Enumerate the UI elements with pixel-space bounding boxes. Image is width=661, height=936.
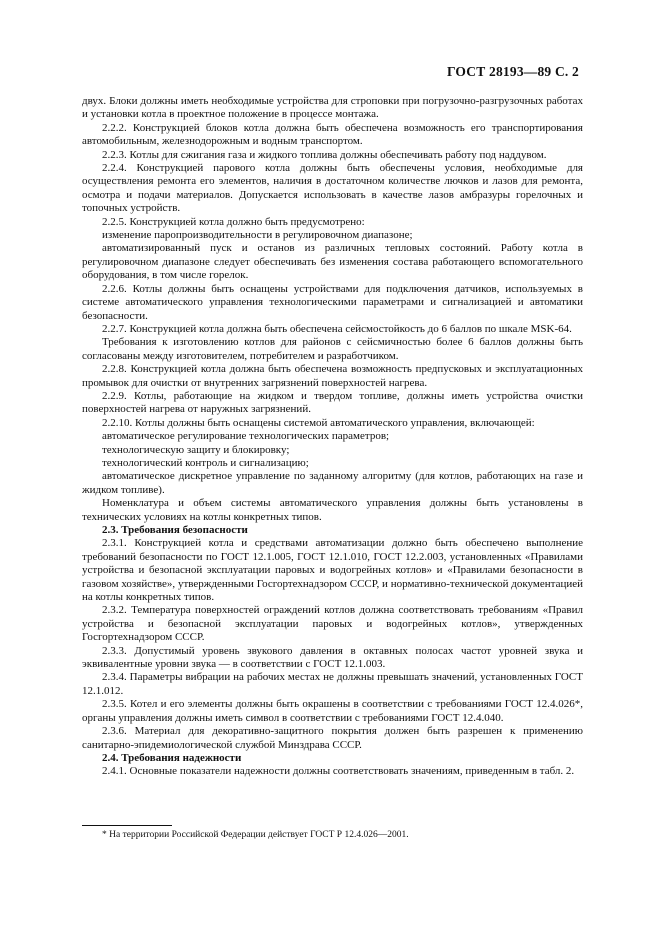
paragraph: 2.3.1. Конструкцией котла и средствами автоматизации должно быть обеспечено выполнение требований безопасности по ГОСТ 12.1.005, ГОСТ 12.1.010, ГОСТ 12.2.003, установленных «Правилами устройства и безопасной эксплуатации паровых и водогрейных котлов» и «Правилами безопасности в газовом хозяйстве», утвержденными Госгортехнадзором СССР, и нормативно-технической документацией на котлы конкретных типов.	[82, 537, 583, 604]
document-body	[82, 95, 583, 779]
paragraph: автоматизированный пуск и останов из различных тепловых состояний. Работу котла в регулировочном диапазоне следует обеспечивать без изменения состава работающего вспомогательного оборудования, в том числе горелок.	[82, 242, 583, 282]
paragraph: технологическую защиту и блокировку;	[102, 443, 290, 456]
paragraph: технологический контроль и сигнализацию;	[102, 456, 309, 469]
paragraph: 2.2.2. Конструкцией блоков котла должна быть обеспечена возможность его транспортирования автомобильным, железнодорожным и водным транспортом.	[82, 121, 583, 148]
footnote-divider	[82, 825, 172, 826]
paragraph: 2.3.3. Допустимый уровень звукового давления в октавных полосах частот уровней звука и эквивалентные уровни звука — в соответствии с ГОСТ 12.1.003.	[82, 644, 583, 671]
paragraph: 2.2.9. Котлы, работающие на жидком и твердом топливе, должны иметь устройства очистки поверхностей нагрева от наружных загрязнений.	[82, 389, 583, 416]
paragraph: Требования к изготовлению котлов для районов с сейсмичностью более 6 баллов должны быть согласованы между изготовителем, потребителем и разработчиком.	[82, 336, 583, 362]
section-heading: 2.4. Требования надежности	[102, 751, 242, 764]
page-header: ГОСТ 28193—89 С. 2	[446, 64, 579, 79]
paragraph: автоматическое дискретное управление по заданному алгоритму (для котлов, работающих на газе и жидком топливе).	[82, 470, 583, 496]
paragraph: 2.3.2. Температура поверхностей ограждений котлов должна соответствовать требованиям «Правил устройства и безопасной эксплуатации паровых и водогрейных котлов», утвержденных Госгортехнадзором СССР.	[82, 604, 583, 644]
paragraph: 2.2.3. Котлы для сжигания газа и жидкого топлива должны обеспечивать работу под наддувом.	[102, 148, 547, 161]
paragraph: автоматическое регулирование технологических параметров;	[102, 430, 390, 443]
paragraph: 2.3.6. Материал для декоративно-защитного покрытия должен быть разрешен к применению санитарно-эпидемиологической службой Минздрава СССР.	[82, 725, 583, 751]
paragraph: 2.2.10. Котлы должны быть оснащены системой автоматического управления, включающей:	[102, 416, 535, 429]
paragraph: двух. Блоки должны иметь необходимые устройства для строповки при погрузочно-разгрузочных работах и установки котла в проектное положение в процессе монтажа.	[82, 95, 583, 121]
paragraph: 2.2.6. Котлы должны быть оснащены устройствами для подключения датчиков, используемых в системе автоматического управления технологическими параметрами и сигнализацией и автоматики безопасности.	[82, 282, 583, 322]
paragraph: Номенклатура и объем системы автоматического управления должны быть установлены в технических условиях на котлы конкретных типов.	[82, 497, 583, 523]
paragraph: 2.2.8. Конструкцией котла должна быть обеспечена возможность предпусковых и эксплуатационных промывок для очистки от внутренних загрязнений поверхностей нагрева.	[82, 363, 583, 389]
paragraph: 2.3.5. Котел и его элементы должны быть окрашены в соответствии с требованиями ГОСТ 12.4.026*, органы управления должны иметь символ в соответствии с требованиями ГОСТ 12.4.040.	[82, 698, 583, 724]
paragraph: изменение паропроизводительности в регулировочном диапазоне;	[102, 229, 413, 242]
paragraph: 2.2.7. Конструкцией котла должна быть обеспечена сейсмостойкость до 6 баллов по шкале MSK-64.	[102, 322, 572, 335]
paragraph: 2.4.1. Основные показатели надежности должны соответствовать значениям, приведенным в табл. 2.	[102, 765, 575, 778]
paragraph: 2.3.4. Параметры вибрации на рабочих местах не должны превышать значений, установленных ГОСТ 12.1.012.	[82, 671, 583, 697]
paragraph: 2.2.4. Конструкцией парового котла должны быть обеспечены условия, необходимые для осуществления ремонта его элементов, наличия в достаточном количестве лючков и лазов для ремонта, осмотра и подачи материалов. Допускается использовать в качестве лазов амбразуры горелочных и топочных устройств.	[82, 162, 583, 215]
paragraph: 2.2.5. Конструкцией котла должно быть предусмотрено:	[102, 215, 365, 228]
section-heading: 2.3. Требования безопасности	[102, 524, 248, 536]
footnote: * На территории Российской Федерации действует ГОСТ Р 12.4.026—2001.	[102, 830, 409, 840]
